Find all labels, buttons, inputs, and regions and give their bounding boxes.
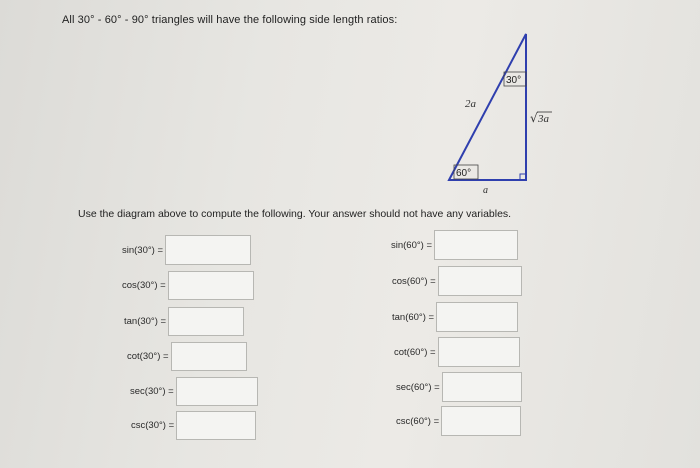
ratios-heading: All 30° - 60° - 90° triangles will have the following side length ratios: <box>62 14 398 26</box>
cot30-input[interactable] <box>171 342 247 371</box>
angle-30-label: 30° <box>506 75 522 86</box>
csc30-input[interactable] <box>176 411 256 440</box>
long-side-label: 3a <box>538 113 549 125</box>
cot30-label: cot(30°) = <box>127 351 169 362</box>
instruction-text: Use the diagram above to compute the following. Your answer should not have any variables. <box>78 208 512 220</box>
csc60-label: csc(60°) = <box>396 415 440 427</box>
tan30-label: tan(30°) = <box>124 316 167 327</box>
row-cos30 <box>122 271 254 300</box>
sec60-input[interactable] <box>442 372 522 402</box>
row-sin30 <box>122 235 251 265</box>
cos60-label: cos(60°) = <box>392 275 436 287</box>
row-cot30 <box>127 342 247 371</box>
triangle-diagram <box>440 30 580 200</box>
sin60-input[interactable] <box>434 230 518 260</box>
short-side-label: a <box>483 185 488 196</box>
hypotenuse-label: 2a <box>465 98 476 110</box>
sin60-label: sin(60°) = <box>391 239 433 251</box>
cot60-input[interactable] <box>438 337 520 367</box>
sec30-label: sec(30°) = <box>130 386 174 397</box>
radical-sign: √ <box>530 111 538 125</box>
sin30-label: sin(30°) = <box>122 244 164 256</box>
row-sec60 <box>396 372 522 402</box>
sec30-input[interactable] <box>176 377 258 406</box>
csc30-label: csc(30°) = <box>131 420 175 431</box>
angle-60-label: 60° <box>456 168 472 179</box>
sin30-input[interactable] <box>165 235 251 265</box>
row-csc30 <box>131 411 256 440</box>
row-sec30 <box>130 377 258 406</box>
sec60-label: sec(60°) = <box>396 381 440 393</box>
cos60-input[interactable] <box>438 266 522 296</box>
row-cos60 <box>392 266 522 296</box>
row-csc60 <box>396 406 521 436</box>
row-tan60 <box>392 302 518 332</box>
triangle-shape <box>449 34 526 180</box>
tan30-input[interactable] <box>168 307 244 336</box>
tan60-input[interactable] <box>436 302 518 332</box>
row-sin60 <box>391 230 518 260</box>
csc60-input[interactable] <box>441 406 521 436</box>
cos30-input[interactable] <box>168 271 254 300</box>
row-tan30 <box>124 307 244 336</box>
tan60-label: tan(60°) = <box>392 311 435 323</box>
cot60-label: cot(60°) = <box>394 346 436 358</box>
cos30-label: cos(30°) = <box>122 280 166 291</box>
row-cot60 <box>394 337 520 367</box>
